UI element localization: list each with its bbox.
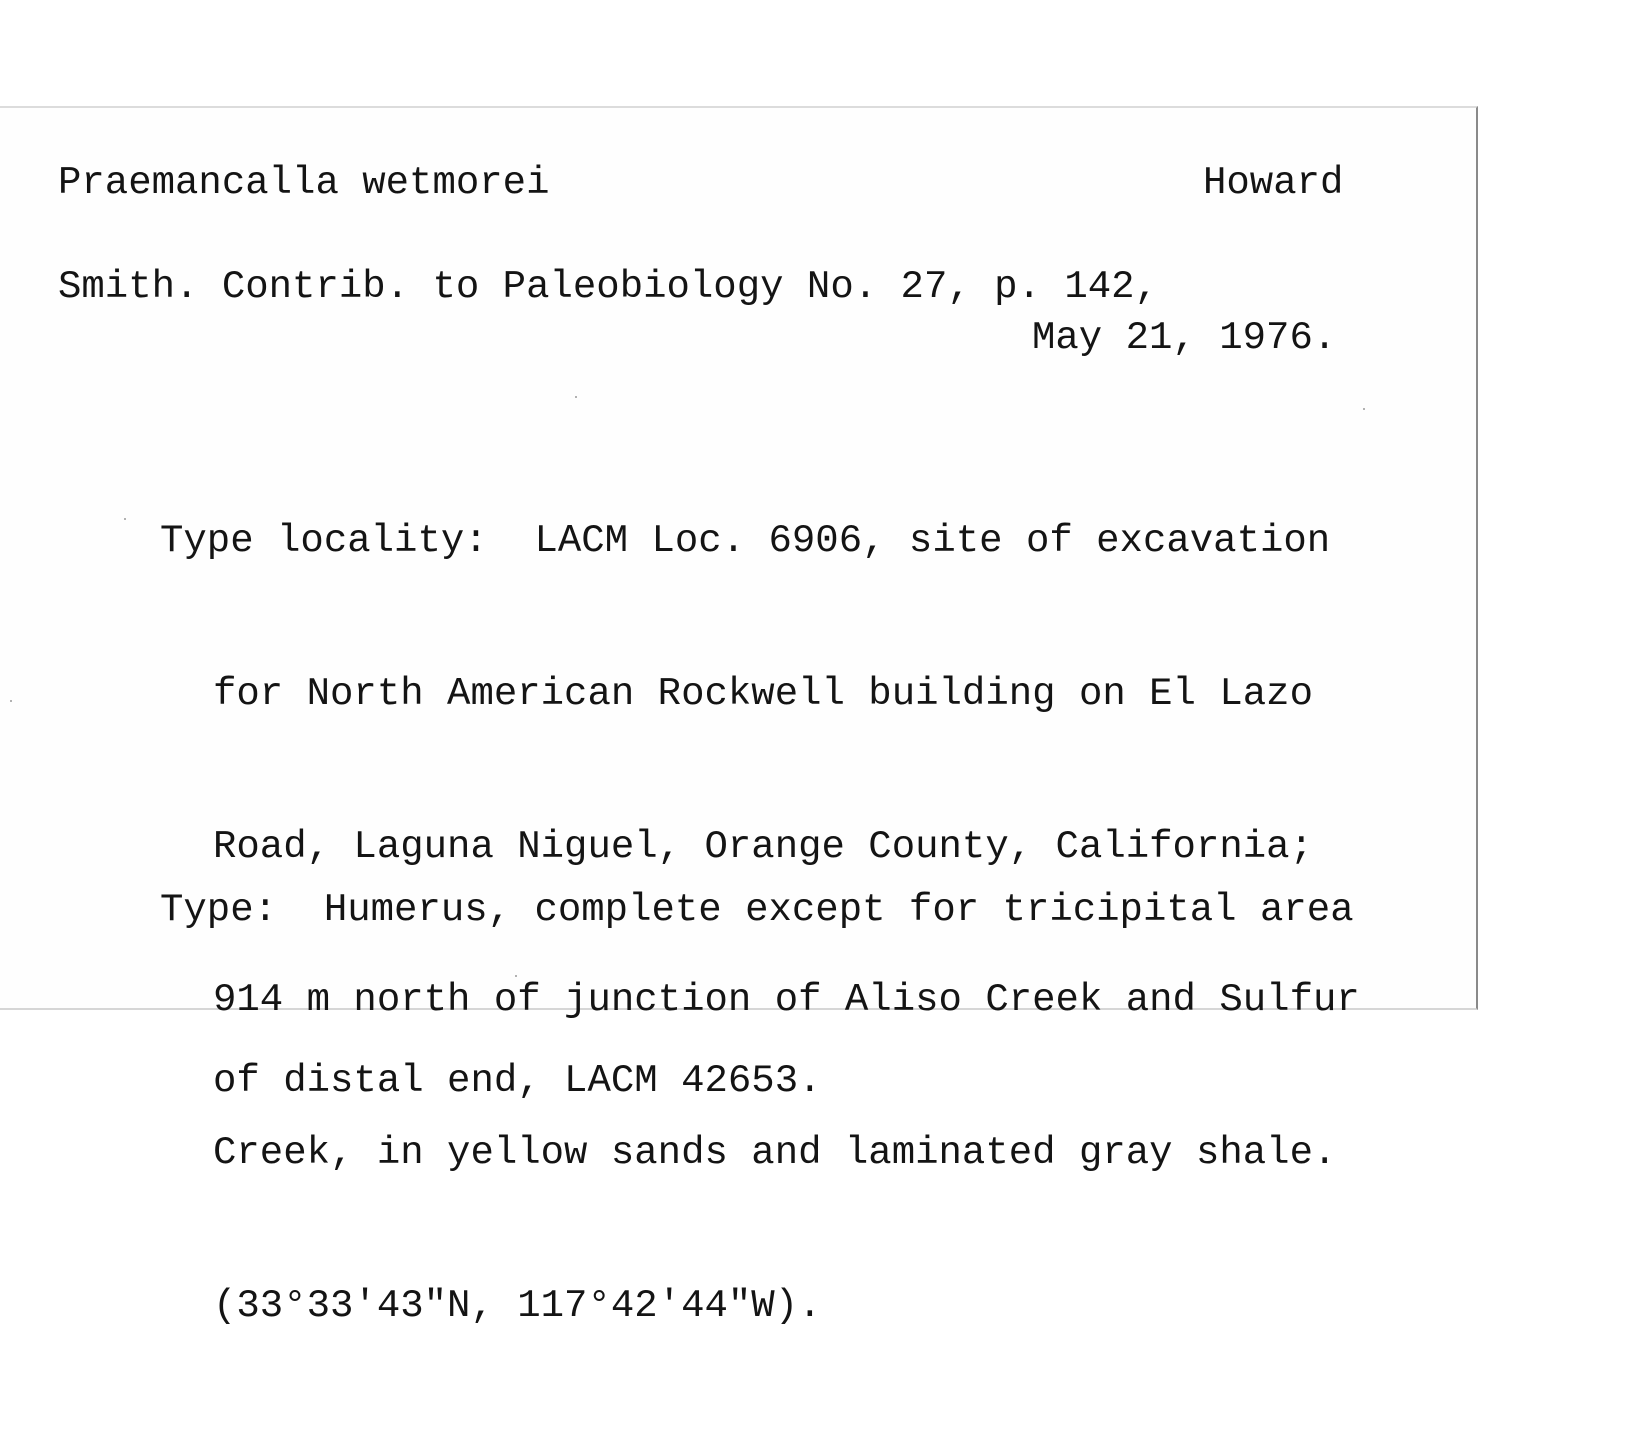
paper-speck — [124, 518, 126, 520]
type-locality-line: 914 m north of junction of Aliso Creek and Sulfur — [213, 978, 1360, 1022]
citation-line-1: Smith. Contrib. to Paleobiology No. 27, p. 142, — [58, 265, 1158, 309]
type-specimen-paragraph — [160, 768, 1354, 1224]
type-specimen-line: of distal end, LACM 42653. — [213, 1059, 822, 1103]
paper-speck — [515, 975, 517, 977]
type-locality-line: for North American Rockwell building on El Lazo — [213, 672, 1313, 716]
type-locality-line: Road, Laguna Niguel, Orange County, California; — [213, 825, 1313, 869]
paper-speck — [1363, 408, 1365, 410]
type-locality-line: Type locality: LACM Loc. 6906, site of excavation — [160, 519, 1331, 563]
paper-speck — [575, 396, 577, 398]
type-locality-line: (33°33'43"N, 117°42'44"W). — [213, 1284, 822, 1328]
paper-speck — [10, 700, 12, 702]
type-specimen-line: Type: Humerus, complete except for tricipital area — [160, 888, 1354, 932]
author-name: Howard — [1203, 161, 1344, 205]
species-name: Praemancalla wetmorei — [58, 161, 550, 205]
citation-line-2: May 21, 1976. — [1032, 316, 1337, 360]
type-locality-line: Creek, in yellow sands and laminated gray shale. — [213, 1131, 1337, 1175]
